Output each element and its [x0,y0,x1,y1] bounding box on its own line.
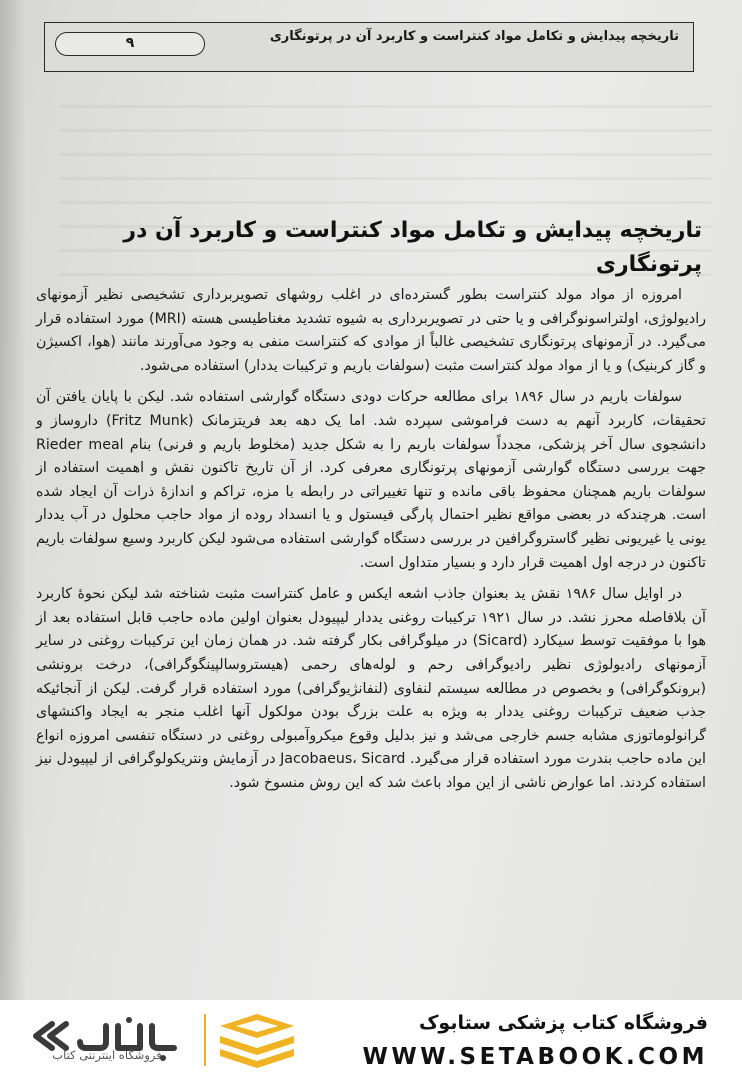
paragraph: امروزه از مواد مولد کنتراست بطور گسترده‌ای در اغلب روشهای تصویربرداری تشخیصی نظیر آزمونهای رادیولوژی، اولتراسونوگرافی و یا حتی در تصویربرداری به شیوه تشدید مغناطیسی هسته (MRI) مورد استفاده قرار می‌گیرد. در آزمونهای پرتونگاری تشخیصی غالباً از موادی که کنتراست منفی به وجود می‌آورند مانند (هوا، اکسیژن و گاز کربنیک) و یا از مواد مولد کنتراست مثبت (سولفات باریم و ترکیبات یددار) استفاده می‌شود. [36,287,706,374]
footer-divider [204,1014,206,1066]
chapter-heading: تاریخچه پیدایش و تکامل مواد کنتراست و کاربرد آن در پرتونگاری [123,218,702,277]
paragraph: سولفات باریم در سال ۱۸۹۶ برای مطالعه حرکات دودی دستگاه گوارشی استفاده شد. لیکن با پایان یافتن آن تحقیقات، کاربرد آنهم به دست فراموشی سپرده شد. اما یک دهه بعد فریتزمانک (Fritz Munk) داروساز و دانشجوی سال آخر پزشکی، مجدداً سولفات باریم را به شکل جدید (مخلوط باریم و فرنی) بنام Rieder meal جهت بررسی دستگاه گوارشی آزمونهای پرتونگاری معرفی کرد. از آن تاریخ تاکنون نقش و اهمیت استفاده از سولفات باریم همچنان محفوظ باقی مانده و تنها تغییراتی در رابطه با مزه، تراکم و اندازهٔ ذرات آن ایجاد شده است. هرچندکه در بعضی مواقع نظیر احتمال پارگی فیستول و یا انسداد روده از مواد حاجب محلول در آب یددار یونی یا غیریونی نظیر گاستروگرافین در بررسی دستگاه گوارشی استفاده می‌شود لیکن کاربرد وسیع سولفات باریم تاکنون در درجه اول اهمیت قرار دارد و بسیار متداول است. [36,389,707,571]
watermark-footer [0,1000,742,1080]
page-number: ۹ [55,32,205,56]
logo-tagline: فروشگاه اینترنتی کتاب [52,1048,162,1062]
running-header [44,22,694,72]
store-url[interactable]: WWW.SETABOOK.COM [362,1044,708,1070]
running-title: تاریخچه پیدایش و تکامل مواد کنتراست و کاربرد آن در پرتونگاری [269,29,679,44]
body-text [36,284,706,803]
book-stack-icon [214,1012,300,1068]
store-name: فروشگاه کتاب پزشکی ستابوک [418,1012,708,1034]
paragraph: در اوایل سال ۱۹۸۶ نقش ید بعنوان جاذب اشعه ایکس و عامل کنتراست مثبت شناخته شد لیکن نحوهٔ کاربرد آن بلافاصله محرز نشد. در سال ۱۹۲۱ ترکیبات روغنی یددار لیپیودل بعنوان اولین ماده حاجب قابل استفاده بعد از هوا با موفقیت توسط سیکارد (Sicard) در میلوگرافی بکار گرفته شد. در همان زمان این ترکیبات روغنی در سایر آزمونهای رادیولوژی نظیر رادیوگرافی رحم و لوله‌های رحمی (هیستروسالپینگوگرافی)، درخت برونشی (برونکوگرافی) و بخصوص در مطالعه سیستم لنفاوی (لنفانژیوگرافی) مورد استفاده قرار گرفت. لیکن از آنجائیکه جذب ضعیف ترکیبات روغنی یددار به ویژه به علت بزرگ بودن مولکول آنها اغلب منجر به ایجاد واکنشهای گرانولوماتوزی مشابه جسم خارجی می‌شد و نیز بدلیل وقوع میکروآمبولی روغنی در دستگاه تنفسی امروزه انواع این ماده حاجب بندرت مورد استفاده قرار می‌گیرد. Jacobaeus، Sicard در آزمایش ونتریکولوگرافی از لیپیودل نیز استفاده کردند. اما عوارض ناشی از این مواد باعث شد که این روش منسوخ شود. [36,586,706,791]
